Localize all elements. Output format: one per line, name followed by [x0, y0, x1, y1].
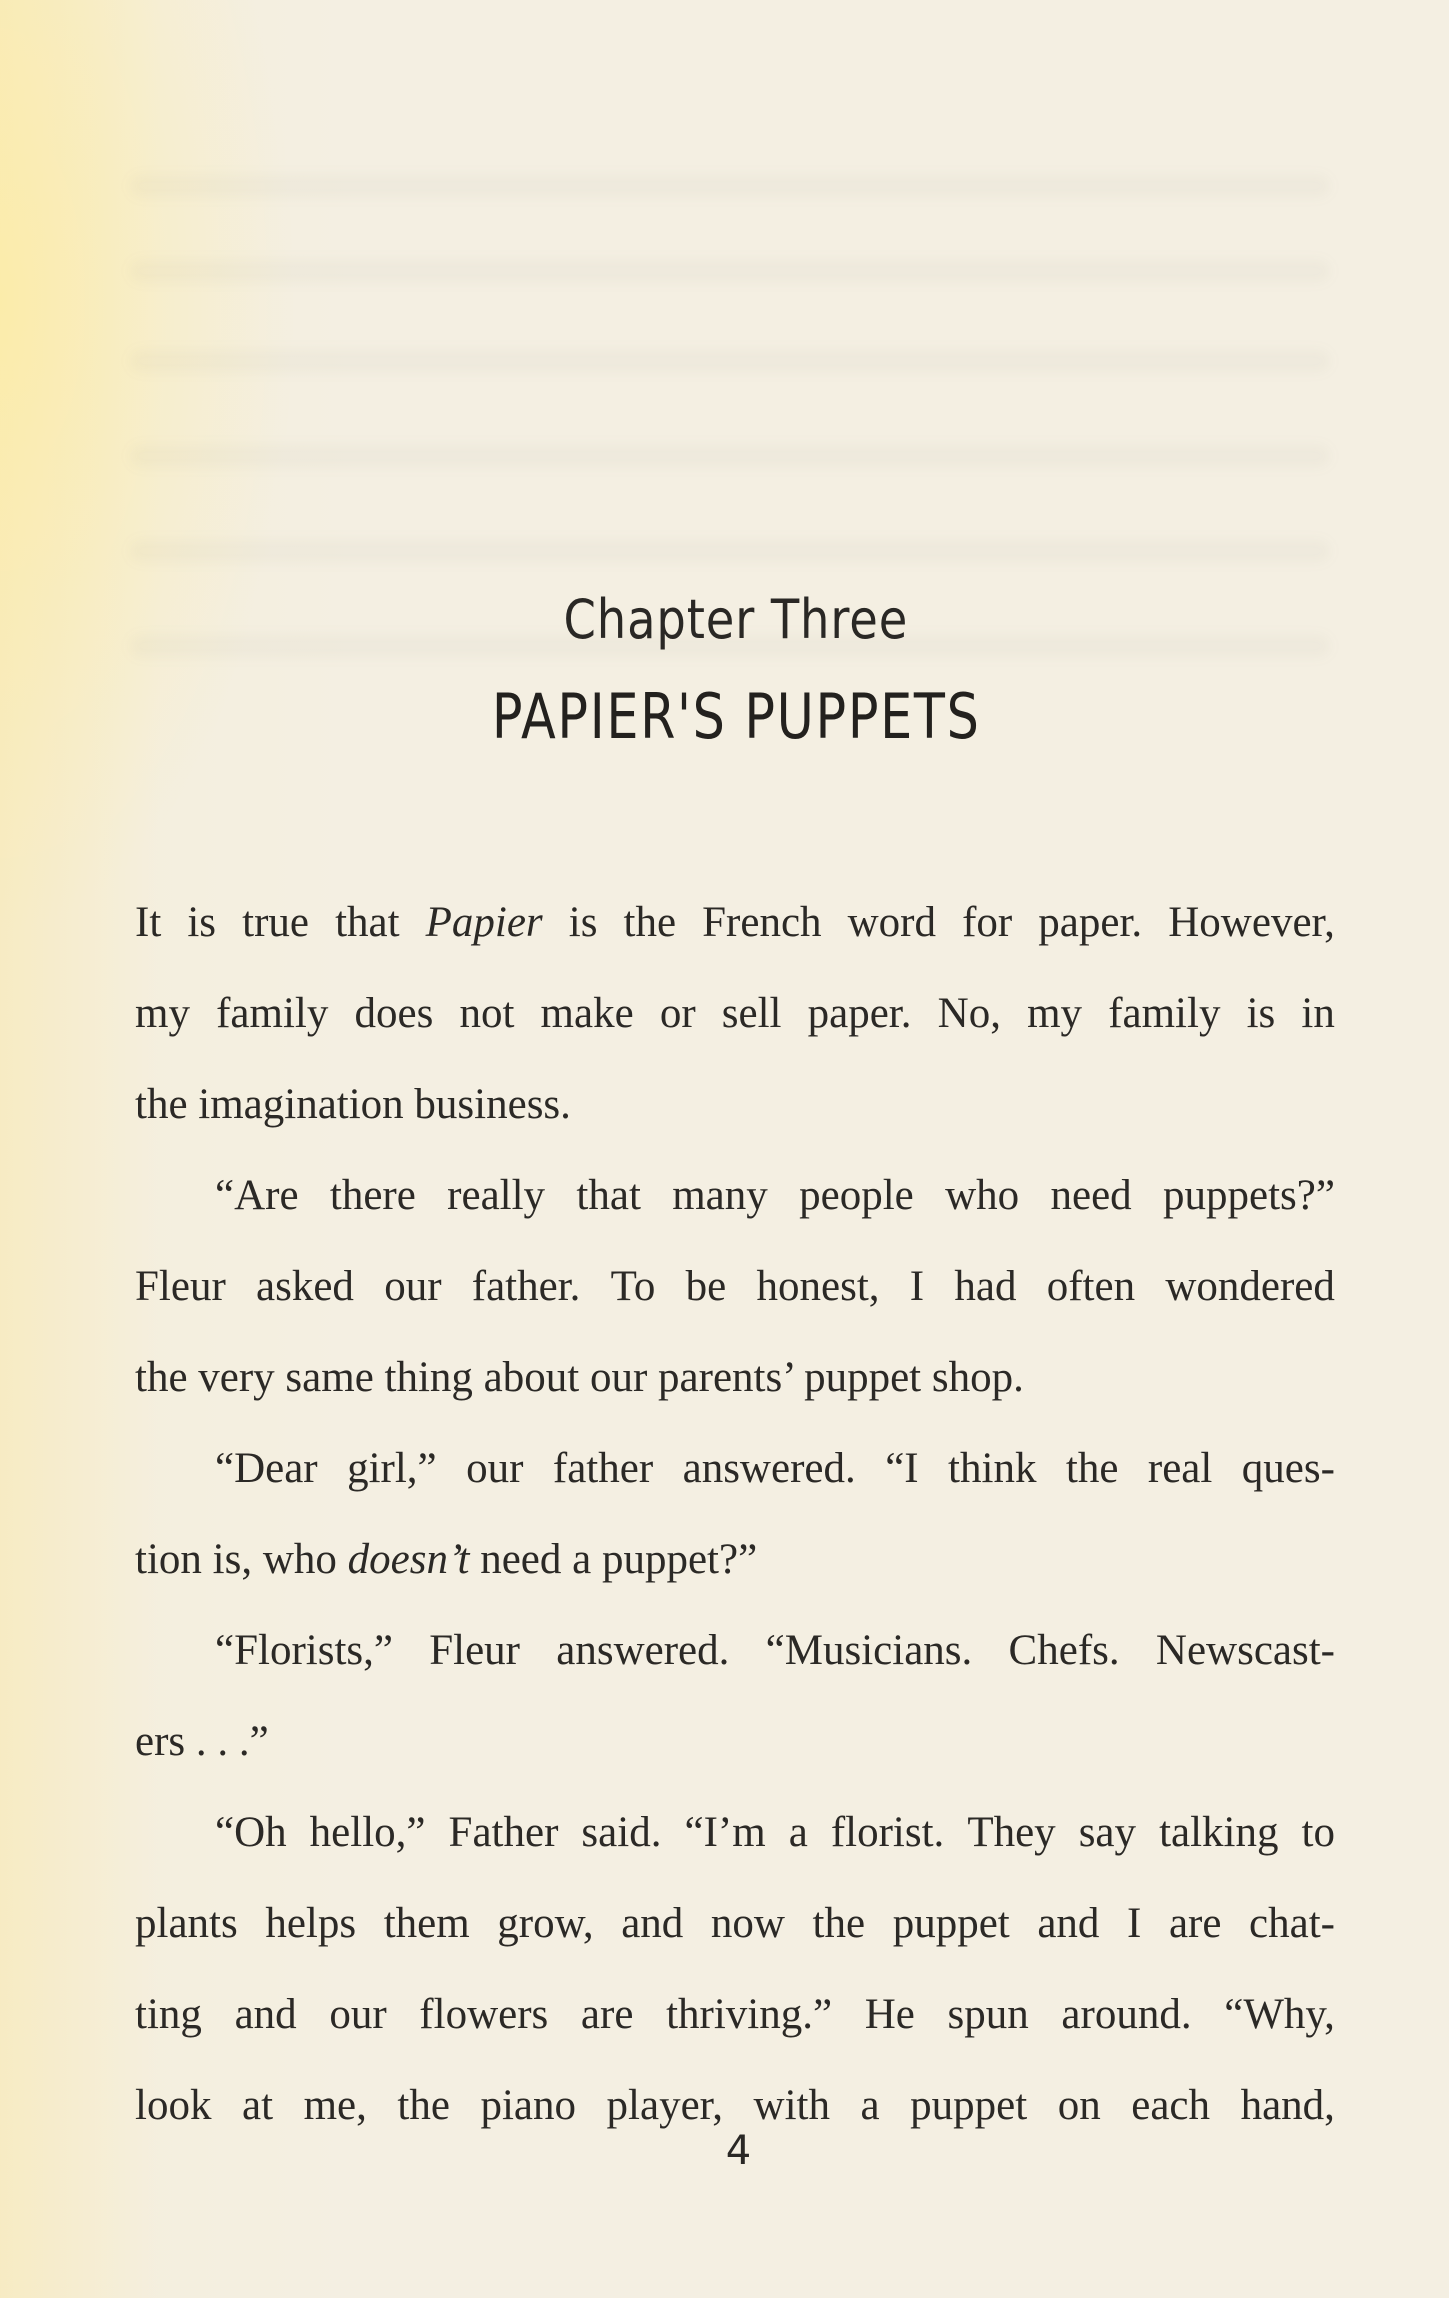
word: hand,: [1240, 2082, 1335, 2129]
word: ques-: [1241, 1445, 1335, 1492]
word: really: [447, 1172, 546, 1219]
word: paper.: [807, 990, 912, 1037]
word: To: [610, 1263, 656, 1310]
text-run: tion is, who: [135, 1536, 348, 1583]
word-emphasis: Papier: [425, 899, 543, 946]
word: my: [135, 990, 190, 1037]
word: had: [954, 1263, 1017, 1310]
text-line: [135, 1969, 1335, 2060]
word: my: [1027, 990, 1083, 1037]
word: real: [1147, 1445, 1213, 1492]
word: family: [216, 990, 329, 1037]
word: is: [187, 899, 217, 946]
text-run: need a puppet?”: [469, 1536, 758, 1583]
word: is: [568, 899, 598, 946]
word: now: [710, 1900, 785, 1947]
word: is: [1246, 990, 1276, 1037]
word: said.: [581, 1809, 662, 1856]
word: think: [948, 1445, 1037, 1492]
word: the: [397, 2082, 450, 2129]
text-line: [135, 1605, 1335, 1696]
word: and: [1037, 1900, 1100, 1947]
word: chat-: [1249, 1900, 1335, 1947]
word: ting: [135, 1991, 202, 2038]
bleed-through-texture: [130, 445, 1330, 467]
word: Fleur: [135, 1263, 226, 1310]
word: “I’m: [684, 1809, 766, 1856]
word: “Are: [215, 1172, 299, 1219]
word: paper.: [1038, 899, 1143, 946]
text-line: the very same thing about our parents’ puppet shop.: [135, 1354, 1024, 1401]
text-line: [135, 877, 1335, 968]
word: with: [753, 2082, 830, 2129]
word: puppets?”: [1163, 1172, 1335, 1219]
word: in: [1301, 990, 1335, 1037]
word: our: [466, 1445, 524, 1492]
word: many: [672, 1172, 768, 1219]
bleed-through-texture: [130, 175, 1330, 197]
word: helps: [265, 1900, 357, 1947]
word: look: [135, 2082, 212, 2129]
word: I: [909, 1263, 925, 1310]
word: say: [1078, 1809, 1137, 1856]
word: Newscast-: [1155, 1627, 1335, 1674]
word: flowers: [419, 1991, 549, 2038]
word: to: [1301, 1809, 1335, 1856]
word: sell: [721, 990, 782, 1037]
word: that: [335, 899, 400, 946]
text-line: [135, 1787, 1335, 1878]
word: father: [552, 1445, 654, 1492]
bleed-through-texture: [130, 260, 1330, 282]
body-text: [135, 877, 1335, 2151]
word: However,: [1168, 899, 1335, 946]
word: Fleur: [429, 1627, 521, 1674]
word: honest,: [756, 1263, 880, 1310]
word: I: [1127, 1900, 1142, 1947]
word: make: [540, 990, 634, 1037]
word: He: [864, 1991, 915, 2038]
word: the: [1065, 1445, 1119, 1492]
word: family: [1108, 990, 1221, 1037]
word: wondered: [1165, 1263, 1335, 1310]
word: people: [799, 1172, 914, 1219]
word-emphasis: doesn’t: [347, 1536, 470, 1583]
word: “Florists,”: [215, 1627, 393, 1674]
word: word: [847, 899, 936, 946]
word: talking: [1159, 1809, 1279, 1856]
word: answered.: [682, 1445, 856, 1492]
word: asked: [256, 1263, 354, 1310]
word: “Oh: [215, 1809, 287, 1856]
word: our: [384, 1263, 442, 1310]
word: French: [702, 899, 822, 946]
word: “Why,: [1224, 1991, 1335, 2038]
word: be: [685, 1263, 727, 1310]
word: a: [860, 2082, 880, 2129]
word: answered.: [556, 1627, 730, 1674]
word: the: [812, 1900, 866, 1947]
text-line: [135, 1878, 1335, 1969]
word: our: [329, 1991, 387, 2038]
word: a: [788, 1809, 808, 1856]
word: Chefs.: [1008, 1627, 1120, 1674]
word: father.: [471, 1263, 581, 1310]
word: need: [1050, 1172, 1132, 1219]
bleed-through-texture: [130, 350, 1330, 372]
word: are: [1168, 1900, 1222, 1947]
word: or: [659, 990, 696, 1037]
word: It: [135, 899, 162, 946]
word: around.: [1061, 1991, 1192, 2038]
word: and: [234, 1991, 297, 2038]
word: “Musicians.: [765, 1627, 973, 1674]
text-line: the imagination business.: [135, 1081, 571, 1128]
chapter-title: PAPIER'S PUPPETS: [491, 680, 981, 753]
word: for: [962, 899, 1013, 946]
word: plants: [135, 1900, 238, 1947]
word: girl,”: [347, 1445, 437, 1492]
word: No,: [937, 990, 1001, 1037]
word: puppet: [910, 2082, 1028, 2129]
text-line: [135, 968, 1335, 1059]
word: on: [1057, 2082, 1101, 2129]
chapter-label: Chapter Three: [563, 588, 909, 651]
word: does: [354, 990, 434, 1037]
text-line: ers . . .”: [135, 1718, 269, 1765]
text-line: [135, 1514, 1335, 1605]
word: They: [967, 1809, 1056, 1856]
word: not: [459, 990, 515, 1037]
word: often: [1046, 1263, 1136, 1310]
word: Father: [448, 1809, 559, 1856]
page-number: 4: [725, 2128, 752, 2174]
word: true: [242, 899, 309, 946]
word: spun: [947, 1991, 1029, 2038]
word: me,: [303, 2082, 367, 2129]
word: grow,: [497, 1900, 594, 1947]
text-line: [135, 1423, 1335, 1514]
text-line: [135, 1150, 1335, 1241]
word: the: [623, 899, 677, 946]
word: piano: [480, 2082, 577, 2129]
word: that: [576, 1172, 641, 1219]
word: “I: [885, 1445, 919, 1492]
word: them: [383, 1900, 470, 1947]
word: thriving.”: [666, 1991, 833, 2038]
word: puppet: [892, 1900, 1010, 1947]
word: hello,”: [309, 1809, 426, 1856]
text-line: [135, 1241, 1335, 1332]
word: player,: [606, 2082, 724, 2129]
word: are: [580, 1991, 634, 2038]
word: each: [1131, 2082, 1211, 2129]
word: there: [329, 1172, 416, 1219]
word: and: [621, 1900, 684, 1947]
word: “Dear: [215, 1445, 318, 1492]
word: at: [241, 2082, 274, 2129]
word: florist.: [830, 1809, 945, 1856]
bleed-through-texture: [130, 540, 1330, 562]
word: who: [945, 1172, 1020, 1219]
